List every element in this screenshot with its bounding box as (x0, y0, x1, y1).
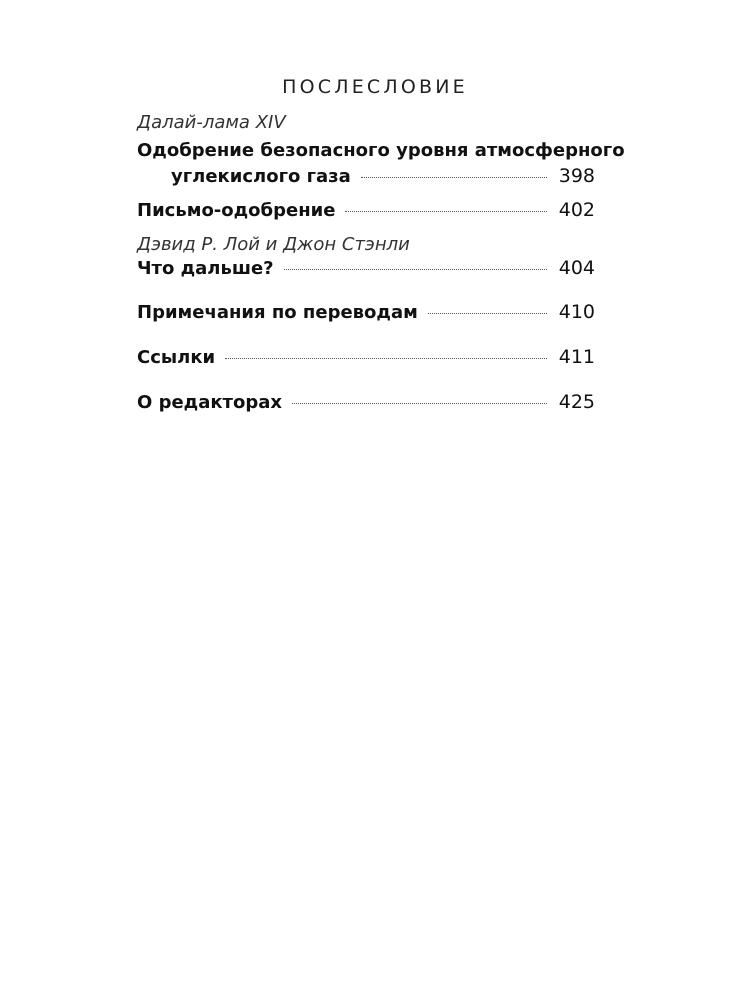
toc-entry-references[interactable] (137, 346, 595, 368)
toc-page-number: 410 (558, 301, 595, 323)
toc-entry-letter[interactable] (137, 199, 595, 221)
dot-leader (225, 358, 547, 359)
dot-leader (361, 177, 547, 178)
dot-leader (292, 403, 547, 404)
author-dalai-lama: Далай-лама XIV (137, 112, 286, 133)
toc-page-number: 411 (558, 346, 595, 368)
section-title: ПОСЛЕСЛОВИЕ (282, 76, 468, 98)
dot-leader (428, 313, 547, 314)
author-loy-stanley: Дэвид Р. Лой и Джон Стэнли (137, 234, 410, 255)
toc-entry-title: Что дальше? (137, 258, 274, 279)
toc-entry-title: Примечания по переводам (137, 302, 418, 323)
dot-leader (284, 269, 547, 270)
toc-entry-title: Ссылки (137, 347, 216, 368)
toc-page-number: 425 (558, 391, 595, 413)
toc-page-number: 398 (558, 165, 595, 187)
toc-entry-approval-co2[interactable] (137, 140, 625, 187)
toc-entry-translation-notes[interactable] (137, 301, 595, 323)
toc-entry-title: Одобрение безопасного уровня атмосферного (137, 140, 625, 161)
toc-entry-whats-next[interactable] (137, 257, 595, 279)
toc-entry-title-cont: углекислого газа (171, 166, 351, 187)
toc-entry-title: О редакторах (137, 392, 283, 413)
toc-entry-title: Письмо-одобрение (137, 200, 336, 221)
toc-entry-editors[interactable] (137, 391, 595, 413)
toc-page-number: 404 (558, 257, 595, 279)
toc-page-number: 402 (558, 199, 595, 221)
dot-leader (345, 211, 547, 212)
